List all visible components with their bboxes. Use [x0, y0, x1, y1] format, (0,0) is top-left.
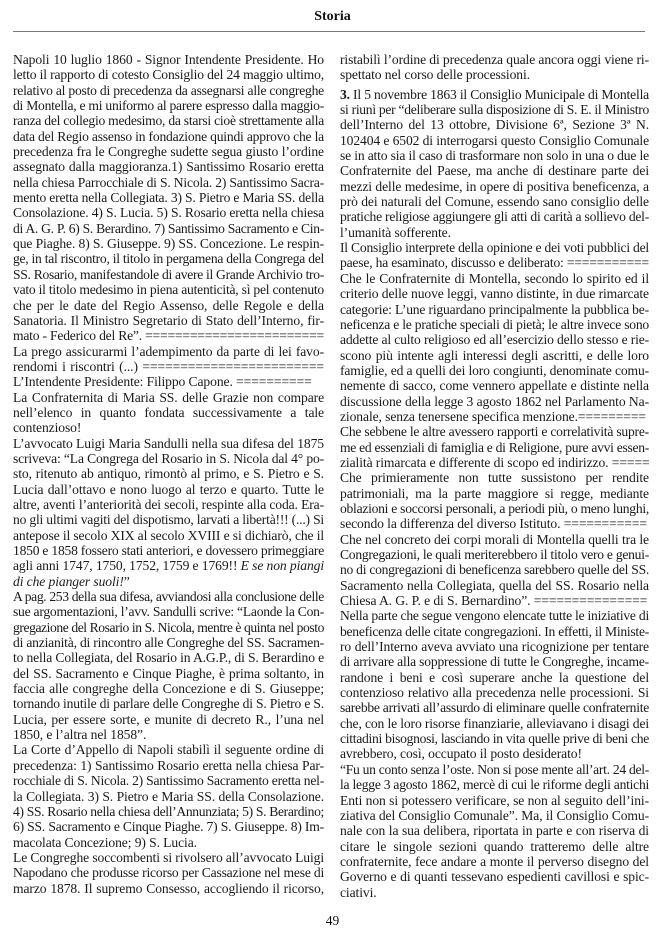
- line-text: La Corte d’Appello di Napoli stabilì il seguente ordine di: [13, 742, 324, 758]
- left-column: [13, 52, 324, 896]
- line-text: zionale, senza tenersene specifica menzione.=========: [340, 408, 646, 424]
- line-text: Congregazioni, le quali meriterebbero il titolo vero e genui-: [340, 547, 649, 562]
- text-line: [340, 685, 649, 700]
- text-line: [340, 501, 649, 516]
- line-text: sto, ritenuto ab antiquo, rimontò al primo, e S. Pietro e S.: [13, 466, 324, 482]
- line-text: che per le date del Regio Assenso, delle Regole e della: [13, 297, 324, 313]
- line-text: categorie: L’une riguardano principalmente la pubblica be-: [340, 301, 649, 317]
- line-text: Che primieramente non tutte sussistono per rendite: [340, 470, 649, 486]
- text-line: [13, 159, 324, 174]
- text-line: [13, 773, 324, 788]
- text-line: [13, 374, 324, 389]
- text-line: [13, 589, 324, 604]
- text-line: [340, 378, 649, 393]
- line-text: secondo la differenza del diverso Istituto. ===========: [340, 516, 647, 532]
- line-text: cittadini bisognosi, lasciando in vita quelle prive di beni che: [340, 731, 649, 747]
- text-line: [13, 528, 324, 543]
- text-line: [13, 789, 324, 804]
- line-text: me ed essenziali di famiglia e di Religione, pure avvi essen-: [340, 439, 649, 455]
- line-text: famiglie, ed a quelli dei loro congiunti, denominate comu-: [340, 362, 649, 378]
- text-line: [340, 532, 649, 547]
- text-line: [340, 762, 649, 777]
- line-text: 102404 e 6502 di interrogarsi questo Consiglio Comunale: [340, 132, 649, 148]
- line-text: Chiesa A. G. P. e di S. Bernardino”. ===============: [340, 593, 648, 609]
- text-line: [340, 102, 649, 117]
- text-line: [13, 742, 324, 757]
- text-line: [13, 696, 324, 711]
- line-text: nell’elenco in quanto fondata successivamente a tale: [13, 404, 324, 420]
- text-line: [340, 854, 649, 869]
- text-line: [13, 359, 324, 374]
- text-line: [13, 881, 324, 896]
- text-line: [340, 608, 649, 623]
- text-line: [13, 67, 324, 82]
- line-text: pratiche religiose aggiungere gli atti di carità a sollievo del-: [340, 209, 649, 225]
- line-text: ciativi.: [340, 884, 377, 900]
- text-line: [13, 129, 324, 144]
- text-line: [340, 885, 649, 900]
- text-line: [13, 420, 324, 435]
- text-line: [13, 113, 324, 128]
- line-text: Che nel concreto dei corpi morali di Montella quelli tra le: [340, 531, 649, 547]
- text-line: [13, 604, 324, 619]
- line-text: avrebbero, così, occupato il posto desiderato!: [340, 746, 582, 762]
- line-text: A pag. 253 della sua difesa, avviandosi alla conclusione delle: [13, 589, 324, 605]
- line-text: no gli ultimi vagiti del dispotismo, larvati a libertà!!! (...) Si: [13, 512, 324, 528]
- line-text: zialità rimarcata e differente di scopo ed indirizzo. =====: [340, 454, 650, 470]
- text-line: [13, 390, 324, 405]
- text-line: [340, 455, 649, 470]
- line-text: tornando inutile di parlare delle Congreghe di S. Pietro e S.: [13, 696, 324, 712]
- text-line: [13, 436, 324, 451]
- text-line: [340, 424, 649, 439]
- text-line: [340, 194, 649, 209]
- line-text: mento eretta nella Collegiata. 3) S. Pietro e Maria SS. della: [13, 190, 324, 206]
- text-line: [340, 562, 649, 577]
- text-line: [13, 205, 324, 220]
- text-line: [13, 236, 324, 251]
- text-line: [340, 486, 649, 501]
- line-text: Governo e di quanti tessevano espedienti cavillosi e spic-: [340, 869, 649, 885]
- text-line: [340, 133, 649, 148]
- text-line: [340, 225, 649, 240]
- line-text: ro dell’Interno aveva avviato una ricognizione per tentare: [340, 639, 649, 655]
- text-line: [340, 716, 649, 731]
- right-column: [340, 52, 649, 900]
- line-text: Confraternite del Paese, ma anche di destinare parte dei: [340, 163, 649, 179]
- text-line: [340, 363, 649, 378]
- text-line: [340, 440, 649, 455]
- text-line: [13, 681, 324, 696]
- line-text: nella chiesa Parrocchiale di S. Nicola. 2) Santissimo Sacra-: [13, 174, 324, 190]
- text-line: [340, 394, 649, 409]
- line-text: Sacramento nella Collegiata, quella del SS. Rosario nella: [340, 577, 649, 593]
- line-text: mezzi delle medesime, in opere di positiva beneficenza, a: [340, 178, 649, 194]
- text-line: [340, 255, 649, 270]
- line-text: confraternite, fece andare a monte il perverso disegno del: [340, 853, 649, 869]
- text-line: [340, 731, 649, 746]
- italic-quote: di che pianger suoli!: [13, 573, 124, 589]
- text-line: [13, 819, 324, 834]
- line-text: la legge 3 agosto 1862, mercè di cui le riforme degli antichi: [340, 777, 649, 793]
- line-text: data del Regio assenso in fondazione quindi approvo che la: [13, 128, 324, 144]
- line-text: l’umanità sofferente.: [340, 224, 451, 240]
- line-text: ge, in tal riscontro, il titolo in pergamena della Congrega del: [13, 251, 324, 267]
- line-text: contenzioso!: [13, 420, 82, 436]
- text-line: [340, 179, 649, 194]
- line-text: ranza del collegio medesimo, da starsi cioè strettamente alla: [13, 113, 324, 129]
- line-text: que Piaghe. 8) S. Giuseppe. 9) SS. Concezione. Le respin-: [13, 236, 324, 252]
- text-line: [13, 175, 324, 190]
- text-line: [13, 635, 324, 650]
- text-line: [340, 670, 649, 685]
- line-text: sarebbe arrivati all’assurdo di eliminare quelle confraternite: [340, 700, 649, 716]
- text-line: [340, 52, 649, 67]
- line-text: si riunì per “deliberare sulla disposizione di S. E. il Ministro: [340, 102, 649, 118]
- line-text: patrimoniali, ma la parte maggiore si regge, mediante: [340, 485, 649, 501]
- text-line: [340, 639, 649, 654]
- line-text: ziativa del Consiglio Comunale”. Ma, il Consiglio Comu-: [340, 807, 649, 823]
- text-line: [13, 758, 324, 773]
- text-line: [13, 466, 324, 481]
- line-text: gregazione del Rosario in S. Nicola, mentre è quinta nel posto: [13, 619, 324, 635]
- text-line: [340, 578, 649, 593]
- text-line: [340, 823, 649, 838]
- line-text: scriveva: “La Congrega del Rosario in S. Nicola dal 4° po-: [13, 450, 324, 466]
- text-line: [13, 865, 324, 880]
- text-line: [340, 240, 649, 255]
- line-text: relativo al posto di precedenza da assegnarsi alle congreghe: [13, 82, 324, 98]
- text-line: [13, 313, 324, 328]
- text-line: [13, 620, 324, 635]
- line-text: precedenza: 1) Santissimo Rosario eretta nella chiesa Par-: [13, 757, 324, 773]
- line-text: rocchiale di S. Nicola. 2) Santissimo Sacramento eretta nel-: [13, 773, 324, 789]
- italic-quote: E se non piangi: [240, 558, 324, 574]
- line-text: Sanatoria. Il Ministro Segretario di Stato dell’Interno, fir-: [13, 312, 324, 328]
- text-line: [340, 470, 649, 485]
- text-line: [13, 267, 324, 282]
- line-text: 1850 e 1858 fossero stati anteriori, e dovessero primeggiare: [13, 543, 324, 558]
- line-text: marzo 1878. Il supremo Consesso, accogliendo il ricorso,: [13, 880, 324, 896]
- line-text: oblazioni e soccorsi personali, a periodi più, o meno lunghi,: [340, 500, 649, 516]
- line-text: di anzianità, di rincontro alle Congreghe del SS. Sacramen-: [13, 635, 324, 651]
- line-text: faccia alle congreghe della Concezione e di S. Giuseppe;: [13, 681, 324, 697]
- line-text: di arrivare alla soppressione di tutte le Congreghe, incame-: [340, 654, 649, 670]
- text-line: [340, 67, 649, 82]
- text-line: [340, 302, 649, 317]
- text-line: [13, 558, 324, 573]
- text-line: [340, 700, 649, 715]
- text-line: [13, 221, 324, 236]
- line-text: macolata Concezione; 9) S. Lucia.: [13, 834, 197, 850]
- text-line: [13, 835, 324, 850]
- text-line: [340, 654, 649, 669]
- text-line: [340, 746, 649, 761]
- line-text: spettato nel corso delle processioni.: [340, 67, 530, 83]
- text-line: [340, 348, 649, 363]
- line-text: La Confraternita di Maria SS. delle Grazie non compare: [13, 389, 324, 405]
- text-line: [340, 332, 649, 347]
- line-text: che, con le loro risorse finanziarie, alleviavano i disagi dei: [340, 715, 649, 731]
- line-text: 1850, e l’altra nel 1858”.: [13, 727, 147, 743]
- line-text: 4) SS. Rosario nella chiesa dell’Annunziata; 5) S. Berardino;: [13, 803, 324, 819]
- line-text: beneficenza delle citate congregazioni. In effetti, il Ministe-: [340, 623, 649, 639]
- line-text: SS. Rosario, manifestandole di avere il Grande Archivio tro-: [13, 266, 324, 282]
- line-text: Lucia, per essere sorte, e munite di decreto R., l’una nel: [13, 711, 324, 727]
- line-text: paese, ha esaminato, discusso e deliberato: ===========: [340, 255, 649, 271]
- text-line: [13, 328, 324, 343]
- line-text: di A. G. P. 6) S. Berardino. 7) Santissimo Sacramento e Cin-: [13, 220, 324, 236]
- line-text: la Collegiata. 3) S. Pietro e Maria SS. della Consolazione.: [13, 788, 324, 804]
- text-line: [13, 650, 324, 665]
- line-text: criterio delle nuove leggi, vanno distinte, in due rimarcate: [340, 286, 649, 302]
- text-line: [13, 543, 324, 558]
- text-line: [340, 209, 649, 224]
- page-number: 49: [325, 913, 340, 928]
- line-text: Che le Confraternite di Montella, secondo lo spirito ed il: [340, 270, 649, 286]
- line-text: L’avvocato Luigi Maria Sandulli nella sua difesa del 1875: [13, 435, 324, 451]
- line-text: Enti non si potessero verificare, se non al seguito dell’ini-: [340, 792, 649, 808]
- text-line: [340, 547, 649, 562]
- text-line: [340, 869, 649, 884]
- line-text: vato il titolo medesimo in piena autenticità, sì pel contenuto: [13, 282, 324, 298]
- text-line: [340, 624, 649, 639]
- closing-quote: ”: [123, 573, 130, 589]
- running-header-title: Storia: [314, 9, 351, 24]
- line-text: “Fu un conto senza l’oste. Non si pose mente all’art. 24 del-: [340, 761, 649, 777]
- line-text: randone i beni e così superare anche la questione del: [340, 669, 649, 685]
- text-line: [13, 712, 324, 727]
- text-line: [13, 83, 324, 98]
- text-line: [13, 482, 324, 497]
- line-text: L’Intendente Presidente: Filippo Capone. ==========: [13, 374, 312, 390]
- line-text: sue argomentazioni, l’avv. Sandulli scrive: “Laonde la Con-: [13, 604, 324, 620]
- text-line: [340, 839, 649, 854]
- line-text: Nella parte che segue vengono elencate tutte le iniziative di: [340, 608, 649, 624]
- text-line: [340, 271, 649, 286]
- text-line: [13, 850, 324, 865]
- text-line: [13, 344, 324, 359]
- text-line: [340, 117, 649, 132]
- line-text: Consolazione. 4) S. Lucia. 5) S. Rosario eretta nella chiesa: [13, 205, 324, 221]
- line-text: ristabilì l’ordine di precedenza quale ancora oggi viene ri-: [340, 52, 649, 67]
- line-text: letto il rapporto di cotesto Consiglio del 24 maggio ultimo,: [13, 67, 324, 83]
- line-text: Il Consiglio interprete della opinione e dei voti pubblici del: [340, 240, 649, 256]
- text-line: [13, 251, 324, 266]
- text-line: [340, 317, 649, 332]
- text-line: [13, 98, 324, 113]
- line-text: altre, aventi l’anteriorità dei secoli, respinte alla coda. Era-: [13, 496, 324, 512]
- text-line: [13, 405, 324, 420]
- line-text: Napoli 10 luglio 1860 - Signor Intendente Presidente. Ho: [13, 52, 324, 67]
- text-line: [340, 286, 649, 301]
- text-line: [13, 144, 324, 159]
- line-text: se in atto sia il caso di trasformare non solo in una o due le: [340, 148, 649, 164]
- text-line: [340, 593, 649, 608]
- line-text: La prego assicurarmi l’adempimento da parte di lei favo-: [13, 343, 324, 359]
- line-text: contenzioso relativo alla precedenza nelle processioni. Si: [340, 685, 649, 701]
- text-line: [13, 666, 324, 681]
- line-text: precedenza fra le Congreghe sudette segua giusto l’ordine: [13, 144, 324, 160]
- line-text: addette al culto religioso ed all’esercizio dello stesso e rie-: [340, 332, 649, 348]
- text-line: [340, 516, 649, 531]
- line-text: nale con la sua delibera, riportata in parte e con riserva di: [340, 823, 649, 839]
- line-text: scono più intente agli interessi degli ascritti, e delle loro: [340, 347, 649, 363]
- text-line: [340, 808, 649, 823]
- text-line: [340, 793, 649, 808]
- line-text: citare le singole sezioni quando tratteremo delle altre: [340, 838, 649, 854]
- line-text: Il 5 novembre 1863 il Consiglio Municipale di Montella: [349, 86, 650, 102]
- line-text: Napodano che produsse ricorso per Cassazione nel mese di: [13, 865, 325, 881]
- line-text: neficenza e le pratiche speciali di pietà; le altre invece sono: [340, 316, 649, 332]
- text-line: [340, 409, 649, 424]
- line-text: di Montella, e mi uniformo al parere espresso dalla maggio-: [13, 98, 324, 114]
- text-line: [13, 512, 324, 527]
- text-line: [13, 52, 324, 67]
- text-line: [13, 190, 324, 205]
- line-text: rendomi i riscontri (...) ========================: [13, 358, 324, 374]
- text-line: [340, 87, 649, 102]
- line-text: to nella Collegiata, del Rosario in A.G.P., di S. Berardino e: [13, 650, 324, 666]
- text-line: [340, 163, 649, 178]
- text-line: [13, 727, 324, 742]
- line-text: antepose il secolo XIX al secolo XVIII e si dichiarò, che il: [13, 527, 324, 543]
- text-line: [13, 574, 324, 589]
- line-text: no di congregazioni di beneficenza sarebbero quelle del SS.: [340, 562, 649, 578]
- line-text: mato - Federico del Re”. ========================: [13, 328, 324, 344]
- line-text: Le Congreghe soccombenti si rivolsero all’avvocato Luigi: [13, 849, 324, 865]
- line-text: del SS. Sacramento e Cinque Piaghe, è prima soltanto, in: [13, 665, 324, 681]
- line-text: Che sebbene le altre avessero rapporti e correlatività supre-: [340, 424, 649, 440]
- line-text: prò dei naturali del Comune, essendo sano consiglio delle: [340, 194, 649, 210]
- line-text: nemente di sacco, come vennero appellate e distinte nella: [340, 378, 649, 394]
- text-line: [340, 148, 649, 163]
- header-rule: [13, 31, 645, 32]
- text-line: [13, 497, 324, 512]
- text-line: [13, 804, 324, 819]
- text-line: [13, 282, 324, 297]
- text-line: [340, 777, 649, 792]
- line-text: 6) SS. Sacramento e Cinque Piaghe. 7) S. Giuseppe. 8) Im-: [13, 819, 324, 835]
- text-line: [13, 298, 324, 313]
- line-text: dell’Interno del 13 ottobre, Divisione 6ª, Sezione 3ª N.: [340, 117, 649, 133]
- line-text: agli anni 1747, 1750, 1752, 1759 e 1769!!: [13, 558, 241, 574]
- line-text: Lucia dall’ottavo e nono luogo al terzo e quarto. Tutte le: [13, 481, 324, 497]
- line-text: discussione della legge 3 agosto 1862 nel Parlamento Na-: [340, 393, 649, 409]
- line-text: assegnato dalla maggioranza.1) Santissimo Rosario eretta: [13, 159, 324, 175]
- section-number: 3.: [340, 86, 350, 102]
- text-line: [13, 451, 324, 466]
